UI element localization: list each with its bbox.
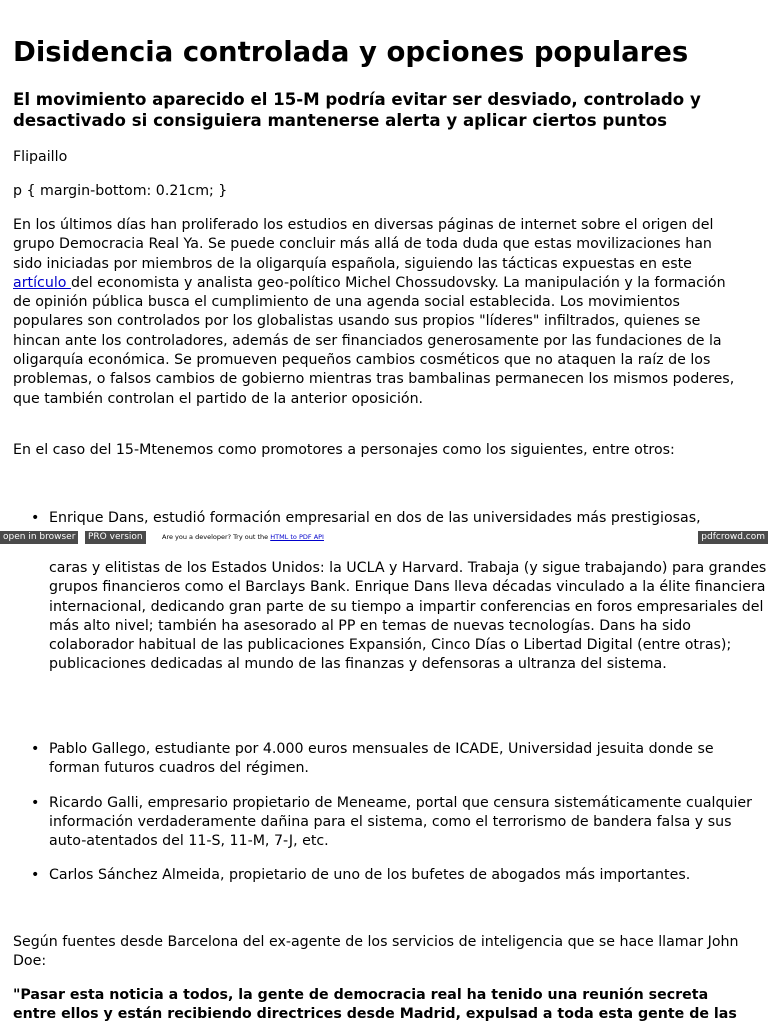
developer-message xyxy=(162,531,324,544)
list-item-text: Ricardo Galli, empresario propietario de Meneame, portal que censura sistemáticamente cualquier información verdaderamente dañina para el sistema, como el terrorismo de bandera falsa y sus auto-atentados del 11-S, 11-M, 7-J, etc. xyxy=(49,794,752,850)
list-item-text: Carlos Sánchez Almeida, propietario de uno de los bufetes de abogados más importantes. xyxy=(49,867,691,884)
author-name: Flipaillo xyxy=(13,149,68,165)
html-to-pdf-api-link[interactable]: HTML to PDF API xyxy=(270,533,324,541)
developer-message-text: Are you a developer? Try out the xyxy=(162,533,271,541)
article-subtitle: El movimiento aparecido el 15-M podría evitar ser desviado, controlado y desactivado si consiguiera mantenerse alerta y aplicar ciertos puntos xyxy=(13,90,701,130)
intro-text-end: del economista y analista geo-político Michel Chossudovsky. La manipulación y la formación de opinión pública busca el cumplimiento de una agenda social establecida. Los movimientos populares son controlados por los globalistas usando sus propios "líderes" infiltrados, quienes se hincan ante los controladores, además de ser financiados generosamente por las fundaciones de la oligarquía económica. Se promueven pequeños cambios cosméticos que no ataquen la raíz de los problemas, o falsos cambios de gobierno mientras tras bambalinas permanecen los mismos poderes, que también controlan el partido de la anterior oposición. xyxy=(13,274,735,407)
promoters-paragraph: En el caso del 15-Mtenemos como promotores a personajes como los siguientes, entre otros: xyxy=(13,442,675,458)
list-item xyxy=(13,509,753,528)
promoters-list-first xyxy=(13,509,753,528)
article-link[interactable]: artículo xyxy=(13,274,71,291)
intro-paragraph xyxy=(13,216,743,409)
source-paragraph: Según fuentes desde Barcelona del ex-agente de los servicios de inteligencia que se hace llamar John Doe: xyxy=(13,934,739,970)
bullet-icon: • xyxy=(31,741,40,757)
pro-version-button[interactable]: PRO version xyxy=(85,531,146,544)
bullet-icon: • xyxy=(31,867,40,884)
list-item-text: Enrique Dans, estudió formación empresarial en dos de las universidades más prestigiosas, xyxy=(49,510,701,526)
quote-paragraph: "Pasar esta noticia a todos, la gente de democracia real ha tenido una reunión secreta entre ellos y están recibiendo directrices desde Madrid, expulsad a toda esta gente de las xyxy=(13,987,737,1023)
list-item xyxy=(13,866,753,885)
pdfcrowd-banner xyxy=(0,531,768,544)
open-in-browser-button[interactable]: open in browser xyxy=(0,531,78,544)
promoters-list-second xyxy=(13,740,753,886)
list-item-text: Pablo Gallego, estudiante por 4.000 euros mensuales de ICADE, Universidad jesuita donde se forman futuros cuadros del régimen. xyxy=(49,741,714,777)
bullet-icon: • xyxy=(31,794,40,811)
list-item-continuation: caras y elitistas de los Estados Unidos: la UCLA y Harvard. Trabaja (y sigue trabajando) para grandes grupos financieros como el Barclays Bank. Enrique Dans lleva décadas vinculado a la élite financiera internacional, dedicando gran parte de su tiempo a impartir conferencias en foros empresariales del más alto nivel; también ha asesorado al PP en temas de nuevas tecnologías. Dans ha sido colaborador habitual de las publicaciones Expansión, Cinco Días o Libertad Digital (entre otras); publicaciones dedicadas al mundo de las finanzas y defensoras a ultranza del sistema. xyxy=(49,560,767,673)
intro-text-start: En los últimos días han proliferado los estudios en diversas páginas de internet sobre el origen del grupo Democracia Real Ya. Se puede concluir más allá de toda duda que estas movilizaciones han sido iniciadas por miembros de la oligarquía española, siguiendo las tácticas expuestas en este xyxy=(13,217,714,272)
css-artifact-line: p { margin-bottom: 0.21cm; } xyxy=(13,183,228,199)
bullet-icon: • xyxy=(31,510,40,526)
list-item xyxy=(13,794,753,852)
pdfcrowd-brand-button[interactable]: pdfcrowd.com xyxy=(698,531,768,544)
list-item xyxy=(13,740,753,779)
article-title: Disidencia controlada y opciones populares xyxy=(13,36,689,68)
